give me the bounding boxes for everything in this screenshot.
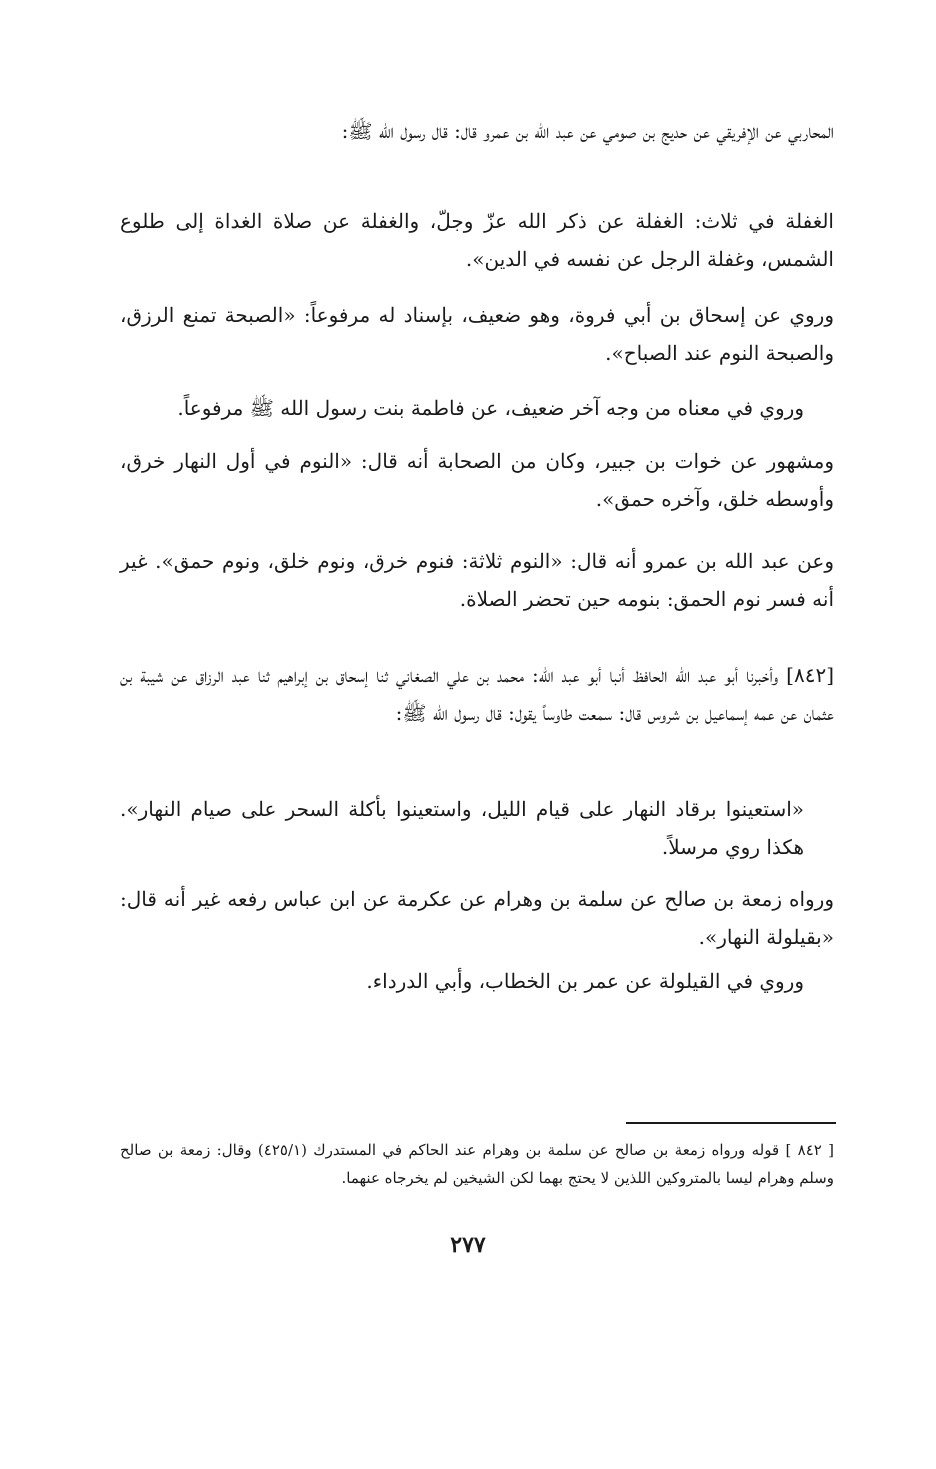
footnote-842: [ ٨٤٢ ] قوله ورواه زمعة بن صالح عن سلمة بن وهرام عند الحاكم في المستدرك (٤٢٥/١) وقال: زمعة بن صالح وسلم وهرام ليسا بالمتروكين اللذين لا يحتج بهما لكن الشيخين لم يخرجاه عنهما.	[120, 1141, 835, 1187]
paragraph-khawwat-narration: ومشهور عن خوات بن جبير، وكان من الصحابة أنه قال: «النوم في أول النهار خرق، وأوسطه خلق، وآخره حمق».	[120, 449, 834, 511]
paragraph-hadith-842-text: «استعينوا برقاد النهار على قيام الليل، واستعينوا بأكلة السحر على صيام النهار». هكذا روي مرسلاً.	[120, 797, 804, 859]
paragraph-qaylula-narration: وروي في القيلولة عن عمر بن الخطاب، وأبي الدرداء.	[366, 969, 804, 993]
page-number: ٢٧٧	[450, 1232, 486, 1258]
paragraph-fatima-narration: وروي في معناه من وجه آخر ضعيف، عن فاطمة بنت رسول الله ﷺ مرفوعاً.	[177, 396, 804, 420]
paragraph-hadith-842-chain: [٨٤٢] وأخبرنا أبو عبد الله الحافظ أنبا أبو عبد الله: محمد بن علي الصغاني ثنا إسحاق بن إبراهيم ثنا عبد الرزاق عن شيبة بن عثمان عن عمه إسماعيل بن شروس قال: سمعت طاوساً يقول: قال رسول الله ﷺ:	[120, 663, 834, 725]
paragraph-subha-narration: وروي عن إسحاق بن أبي فروة، وهو ضعيف، بإسناد له مرفوعاً: «الصبحة تمنع الرزق، والصبحة النوم عند الصباح».	[120, 303, 834, 365]
paragraph-hadith-chain-intro: المحاربي عن الإفريقي عن حديج بن صومي عن عبد الله بن عمرو قال: قال رسول الله ﷺ:	[341, 119, 834, 143]
footnote-divider	[626, 1122, 836, 1124]
paragraph-ghafla-hadith: الغفلة في ثلاث: الغفلة عن ذكر الله عزّ وجلّ، والغفلة عن صلاة الغداة إلى طلوع الشمس، وغفلة الرجل عن نفسه في الدين».	[120, 209, 834, 271]
paragraph-abdullah-narration: وعن عبد الله بن عمرو أنه قال: «النوم ثلاثة: فنوم خرق، ونوم خلق، ونوم حمق». غير أنه فسر نوم الحمق: بنومه حين تحضر الصلاة.	[120, 549, 834, 611]
paragraph-zamaa-narration: ورواه زمعة بن صالح عن سلمة بن وهرام عن عكرمة عن ابن عباس رفعه غير أنه قال: «بقيلولة النهار».	[120, 887, 834, 949]
